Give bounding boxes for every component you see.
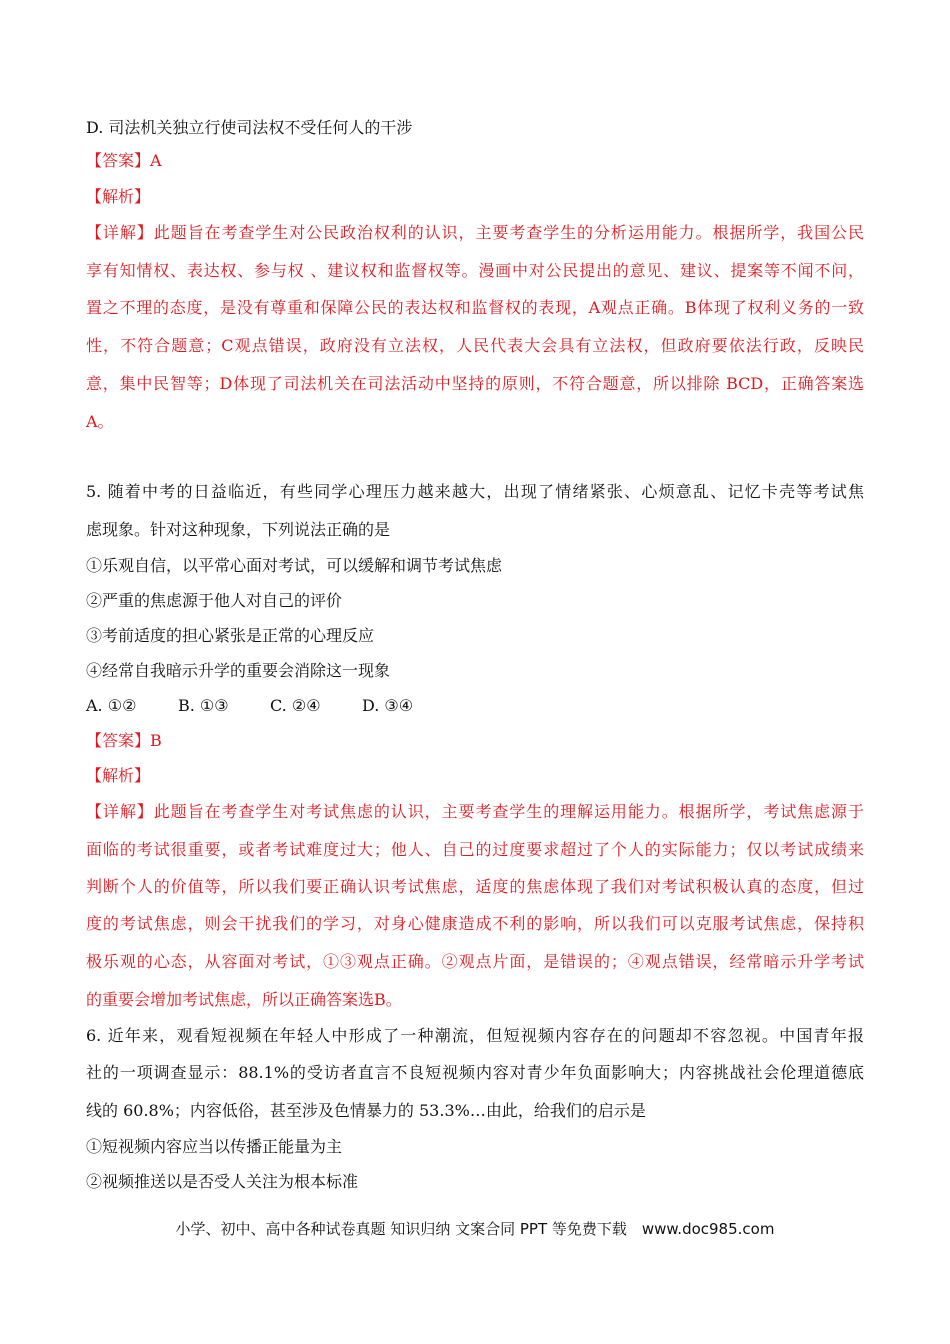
q4-option-d: D. 司法机关独立行使司法权不受任何人的干涉: [86, 118, 413, 137]
q5-stem-line: 虑现象。针对这种现象，下列说法正确的是: [86, 520, 391, 539]
q5-explain-line: 【详解】此题旨在考查学生对考试焦虑的认识，主要考查学生的理解运用能力。根据所学，考试焦虑源于: [86, 802, 864, 821]
q6-stem-line: 6. 近年来，观看短视频在年轻人中形成了一种潮流，但短视频内容存在的问题却不容忽视。中国青年报: [86, 1026, 864, 1045]
q5-item: ②严重的焦虑源于他人对自己的评价: [86, 591, 343, 610]
q5-explain-line: 度的考试焦虑，则会干扰我们的学习，对身心健康造成不利的影响，所以我们可以克服考试焦虑，保持积: [86, 914, 864, 933]
q6-item: ②视频推送以是否受人关注为根本标准: [86, 1172, 359, 1191]
q5-analysis-label: 【解析】: [86, 766, 151, 785]
q4-explain-line: 享有知情权、表达权、参与权 、建议权和监督权等。漫画中对公民提出的意见、建议、提案等不闻不问，: [86, 261, 864, 280]
q5-explain-line: 面临的考试很重要，或者考试难度过大；他人、自己的过度要求超过了个人的实际能力；仅以考试成绩来: [86, 840, 864, 859]
q5-stem-line: 5. 随着中考的日益临近，有些同学心理压力越来越大，出现了情绪紧张、心烦意乱、记忆卡壳等考试焦: [86, 482, 864, 501]
q5-option-d: D. ③④: [362, 696, 414, 715]
q6-stem-line: 线的 60.8%；内容低俗，甚至涉及色情暴力的 53.3%…由此，给我们的启示是: [86, 1101, 646, 1120]
q5-option-c: C. ②④: [270, 696, 321, 715]
page-footer: 小学、初中、高中各种试卷真题 知识归纳 文案合同 PPT 等免费下载 www.doc985.com: [175, 1220, 775, 1238]
q5-options: [86, 696, 413, 716]
q4-explain-line: 【详解】此题旨在考查学生对公民政治权利的认识，主要考查学生的分析运用能力。根据所学，我国公民: [86, 223, 864, 242]
q4-explain-line: A。: [86, 412, 114, 431]
q5-item: ③考前适度的担心紧张是正常的心理反应: [86, 626, 375, 645]
q6-item: ①短视频内容应当以传播正能量为主: [86, 1137, 343, 1156]
q4-answer: 【答案】A: [86, 151, 162, 170]
q5-explain-line: 极乐观的心态，从容面对考试，①③观点正确。②观点片面，是错误的；④观点错误，经常暗示升学考试: [86, 952, 864, 971]
q5-explain-line: 判断个人的价值等，所以我们要正确认识考试焦虑，适度的焦虑体现了我们对考试积极认真的态度，但过: [86, 877, 864, 896]
q5-item: ①乐观自信，以平常心面对考试，可以缓解和调节考试焦虑: [86, 556, 503, 575]
q5-option-b: B. ①③: [178, 696, 229, 715]
q4-explain-line: 意，集中民智等；D体现了司法机关在司法活动中坚持的原则，不符合题意，所以排除 BCD，正确答案选: [86, 374, 864, 393]
q4-explain-line: 置之不理的态度，是没有尊重和保障公民的表达权和监督权的表现，A观点正确。B体现了权利义务的一致: [86, 298, 864, 317]
q5-item: ④经常自我暗示升学的重要会消除这一现象: [86, 661, 391, 680]
q4-analysis-label: 【解析】: [86, 187, 151, 206]
q5-answer: 【答案】B: [86, 731, 162, 750]
q4-explain-line: 性，不符合题意；C观点错误，政府没有立法权，人民代表大会具有立法权，但政府要依法行政，反映民: [86, 336, 864, 355]
q5-option-a: A. ①②: [86, 696, 137, 715]
q6-stem-line: 社的一项调查显示：88.1%的受访者直言不良短视频内容对青少年负面影响大；内容挑战社会伦理道德底: [86, 1063, 864, 1082]
q5-explain-line: 的重要会增加考试焦虑，所以正确答案选B。: [86, 990, 402, 1009]
